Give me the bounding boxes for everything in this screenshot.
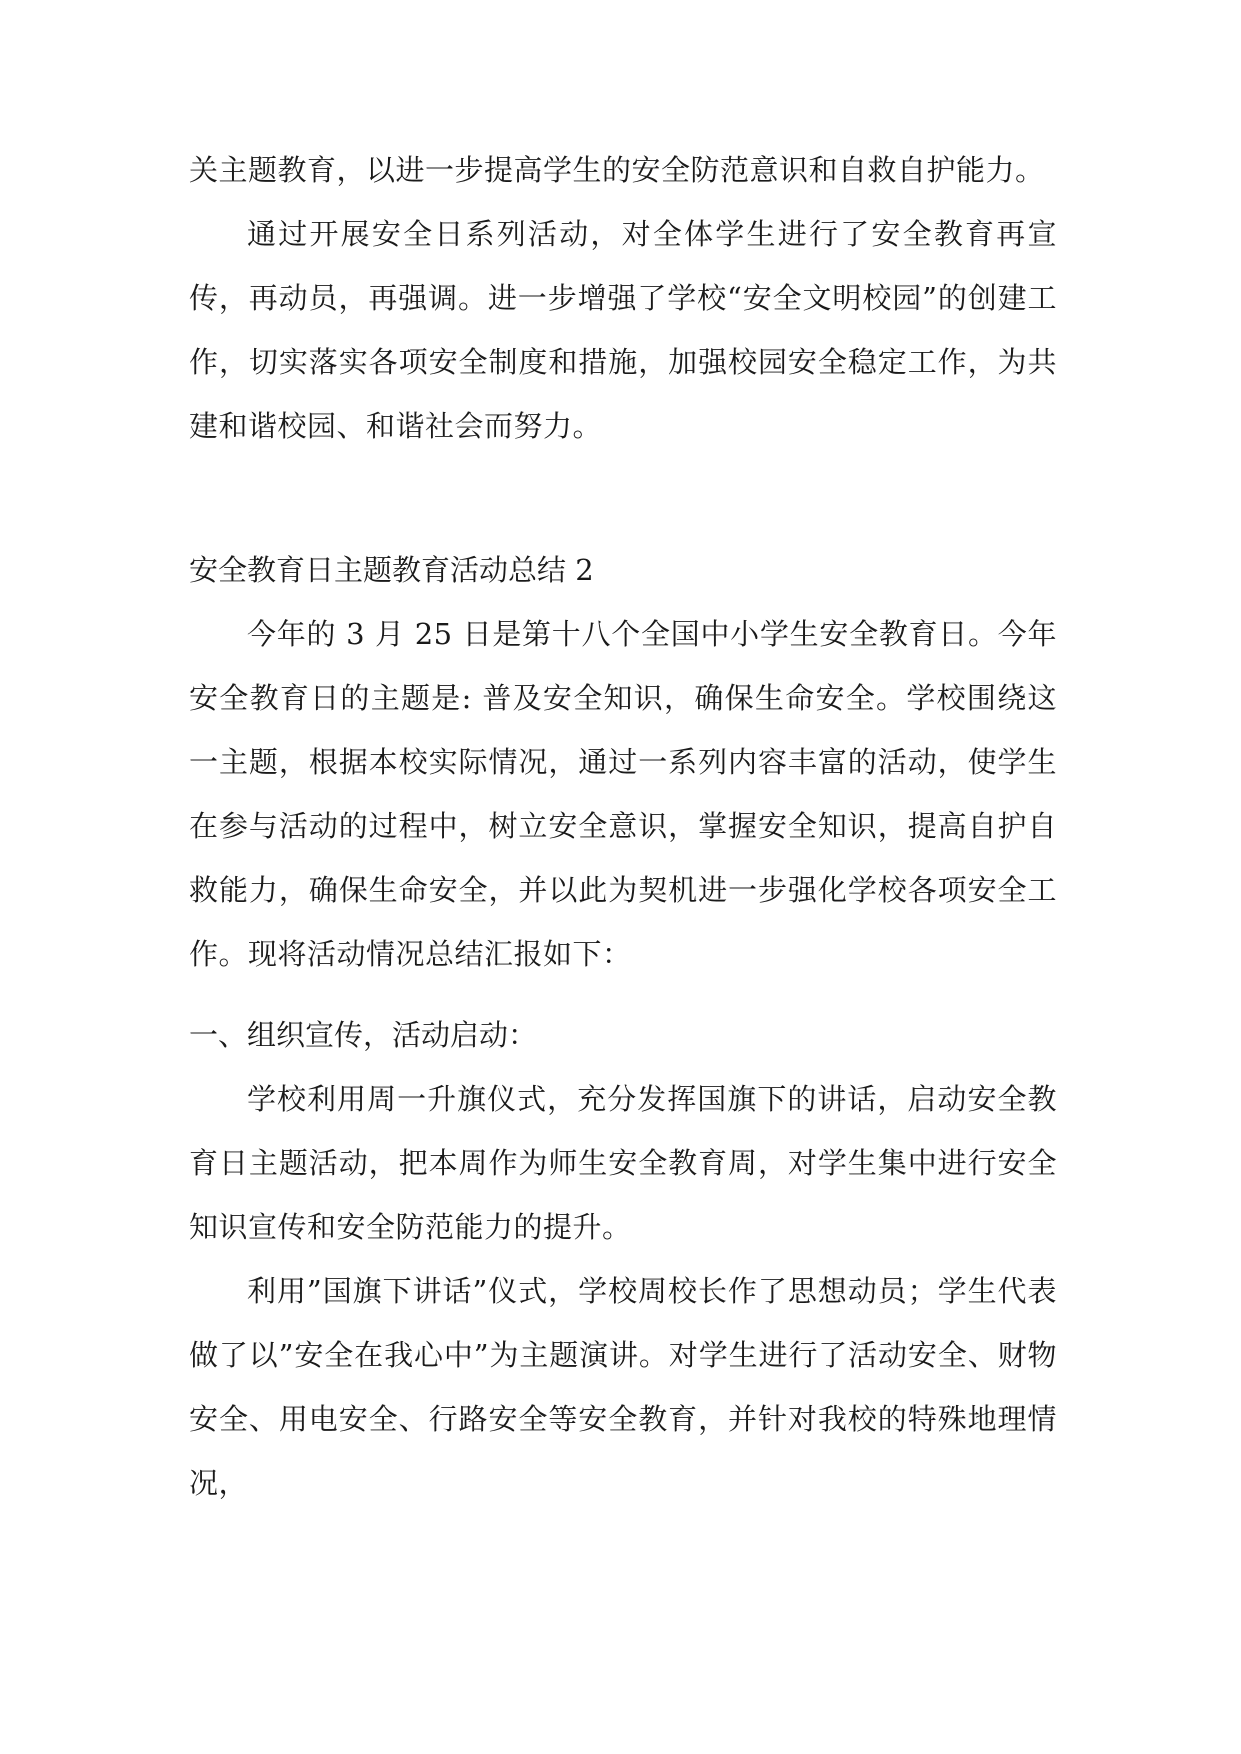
paragraph-continued: 关主题教育，以进一步提高学生的安全防范意识和自救自护能力。	[189, 153, 1045, 187]
paragraph-summary: 通过开展安全日系列活动，对全体学生进行了安全教育再宣传，再动员，再强调。进一步增强了学校“安全文明校园”的创建工作，切实落实各项安全制度和措施，加强校园安全稳定工作，为共建和谐校园、和谐社会而努力。	[189, 217, 1057, 443]
paragraph-speech: 利用”国旗下讲话”仪式，学校周校长作了思想动员；学生代表做了以”安全在我心中”为主题演讲。对学生进行了活动安全、财物安全、用电安全、行路安全等安全教育，并针对我校的特殊地理情况，	[189, 1274, 1057, 1500]
section-title: 安全教育日主题教育活动总结 2	[189, 553, 594, 587]
subsection-heading: 一、组织宣传，活动启动：	[189, 1018, 538, 1052]
paragraph-launch: 学校利用周一升旗仪式，充分发挥国旗下的讲话，启动安全教育日主题活动，把本周作为师生安全教育周，对学生集中进行安全知识宣传和安全防范能力的提升。	[189, 1082, 1057, 1244]
paragraph-intro: 今年的 3 月 25 日是第十八个全国中小学生安全教育日。今年安全教育日的主题是: 普及安全知识，确保生命安全。学校围绕这一主题，根据本校实际情况，通过一系列内容丰富的活动，使学生在参与活动的过程中，树立安全意识，掌握安全知识，提高自护自救能力，确保生命安全，并以此为契机进一步强化学校各项安全工作。现将活动情况总结汇报如下：	[189, 617, 1057, 971]
